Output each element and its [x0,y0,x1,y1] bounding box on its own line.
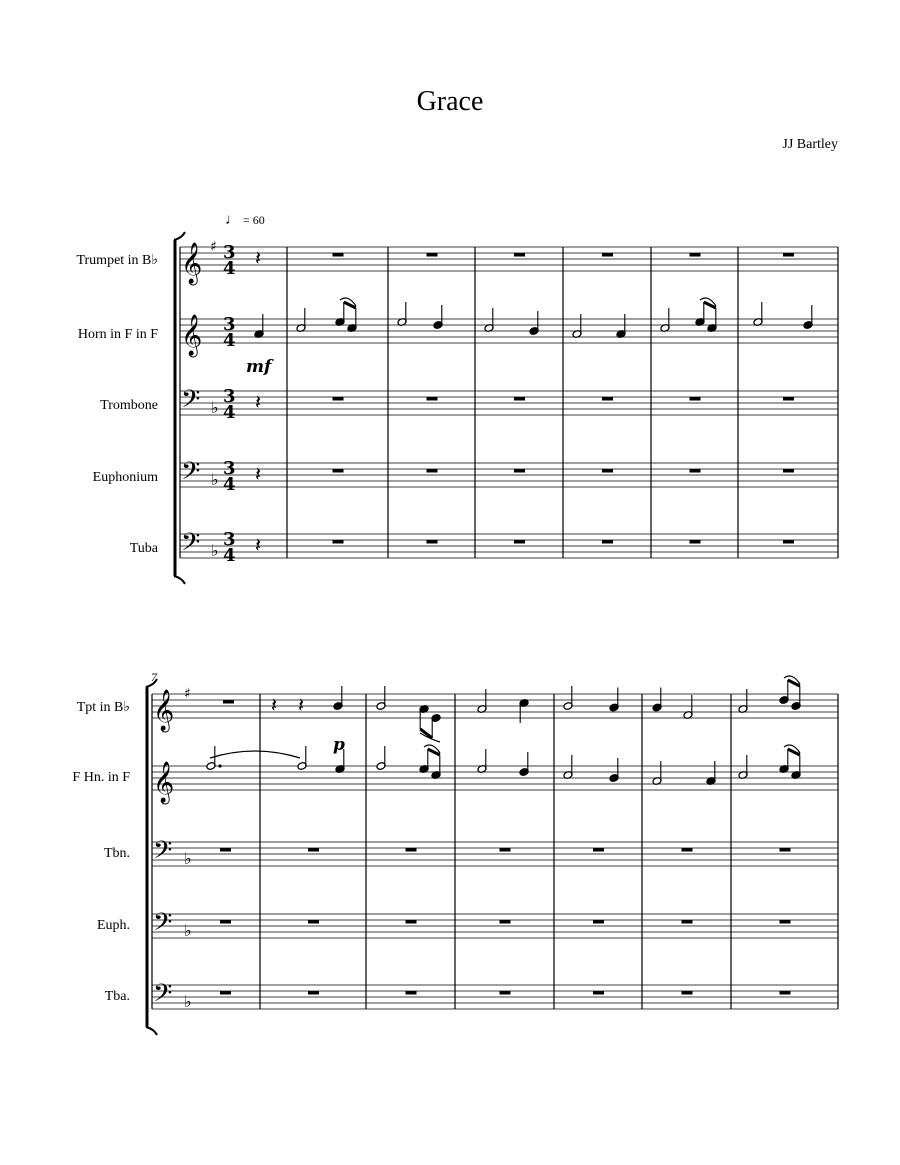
whole-rest [780,848,791,852]
whole-rest [783,469,794,473]
whole-rest [220,920,231,924]
whole-rest [427,540,438,544]
whole-rest [308,991,319,995]
whole-rest [333,397,344,401]
whole-rest [427,253,438,257]
dynamic-p: p [333,735,345,755]
treble-clef-icon: 𝄞 [181,243,203,284]
whole-rest [308,920,319,924]
instrument-name-tuba: Tuba [129,541,158,556]
instrument-name-trombone-short: Tbn. [103,846,130,861]
instrument-name-trumpet: Trumpet in B♭ [76,253,158,268]
bracket-hook [174,232,185,240]
quarter-rest: 𝄽 [271,693,278,717]
time-sig-lower-euph: 4 [223,474,236,495]
time-sig-lower-hn: 4 [223,330,236,351]
time-sig-upper-hn: 3 [223,314,236,335]
whole-rest [593,920,604,924]
treble-clef-icon: 𝄞 [153,762,175,803]
bass-clef-icon: 𝄢 [153,908,173,943]
time-sig-upper-tpt: 3 [223,242,236,263]
whole-rest [427,397,438,401]
whole-rest [602,469,613,473]
tempo-marking: ♩ = 60 [225,212,265,228]
composer: JJ Bartley [782,137,838,152]
whole-rest [783,397,794,401]
whole-rest [783,253,794,257]
treble-clef-icon: 𝄞 [181,315,203,356]
whole-rest [406,920,417,924]
whole-rest [427,469,438,473]
whole-rest [780,920,791,924]
whole-rest [333,540,344,544]
whole-rest [682,991,693,995]
whole-rest [514,540,525,544]
dot [218,764,221,767]
instrument-name-euphonium: Euphonium [92,470,158,485]
bass-clef-icon: 𝄢 [181,385,201,420]
whole-rest [308,848,319,852]
flat-icon: ♭ [184,992,192,1011]
bass-clef-icon: 𝄢 [181,457,201,492]
dynamic-mf: mf [246,357,272,377]
whole-rest [220,991,231,995]
whole-rest [780,991,791,995]
whole-rest [602,253,613,257]
whole-rest [602,540,613,544]
whole-rest [602,397,613,401]
whole-rest [500,848,511,852]
quarter-rest: 𝄽 [255,462,262,486]
whole-rest [500,991,511,995]
bracket-hook [174,576,185,584]
sharp-icon: ♯ [184,686,191,702]
whole-rest [220,848,231,852]
instrument-name-tuba-short: Tba. [104,989,130,1004]
whole-rest [406,991,417,995]
whole-rest [593,991,604,995]
time-sig-upper-tba: 3 [223,529,236,550]
whole-rest [514,469,525,473]
instrument-name-horn: Horn in F in F [77,327,158,342]
score-title: Grace [416,86,484,117]
whole-rest [593,848,604,852]
whole-rest [783,540,794,544]
whole-rest [514,253,525,257]
bass-clef-icon: 𝄢 [153,979,173,1014]
whole-rest [406,848,417,852]
whole-rest [690,253,701,257]
flat-icon: ♭ [211,541,219,560]
whole-rest [333,253,344,257]
bass-clef-icon: 𝄢 [181,528,201,563]
time-sig-upper-tbn: 3 [223,386,236,407]
bracket-hook [146,679,157,687]
bracket-hook [146,1027,157,1035]
quarter-note-icon: ♩ [225,212,240,228]
whole-rest [223,700,234,704]
time-sig-upper-euph: 3 [223,458,236,479]
instrument-name-euphonium-short: Euph. [96,918,130,933]
whole-rest [514,397,525,401]
slur [210,751,300,758]
flat-icon: ♭ [184,849,192,868]
instrument-name-trombone: Trombone [100,398,158,413]
time-sig-lower-tpt: 4 [223,258,236,279]
whole-rest [682,920,693,924]
whole-rest [682,848,693,852]
quarter-rest: 𝄽 [298,693,305,717]
time-sig-lower-tbn: 4 [223,402,236,423]
quarter-rest: 𝄽 [255,533,262,557]
treble-clef-icon: 𝄞 [153,690,175,731]
flat-icon: ♭ [184,921,192,940]
quarter-rest: 𝄽 [255,246,262,270]
whole-rest [690,397,701,401]
flat-icon: ♭ [211,398,219,417]
sharp-icon: ♯ [210,239,217,255]
instrument-name-trumpet-short: Tpt in B♭ [76,700,130,715]
bass-clef-icon: 𝄢 [153,836,173,871]
whole-rest [690,469,701,473]
whole-rest [500,920,511,924]
flat-icon: ♭ [211,470,219,489]
measure-number: 7 [151,670,157,684]
whole-rest [690,540,701,544]
quarter-rest: 𝄽 [255,390,262,414]
whole-rest [333,469,344,473]
instrument-name-horn-short: F Hn. in F [72,770,130,785]
time-sig-lower-tba: 4 [223,545,236,566]
